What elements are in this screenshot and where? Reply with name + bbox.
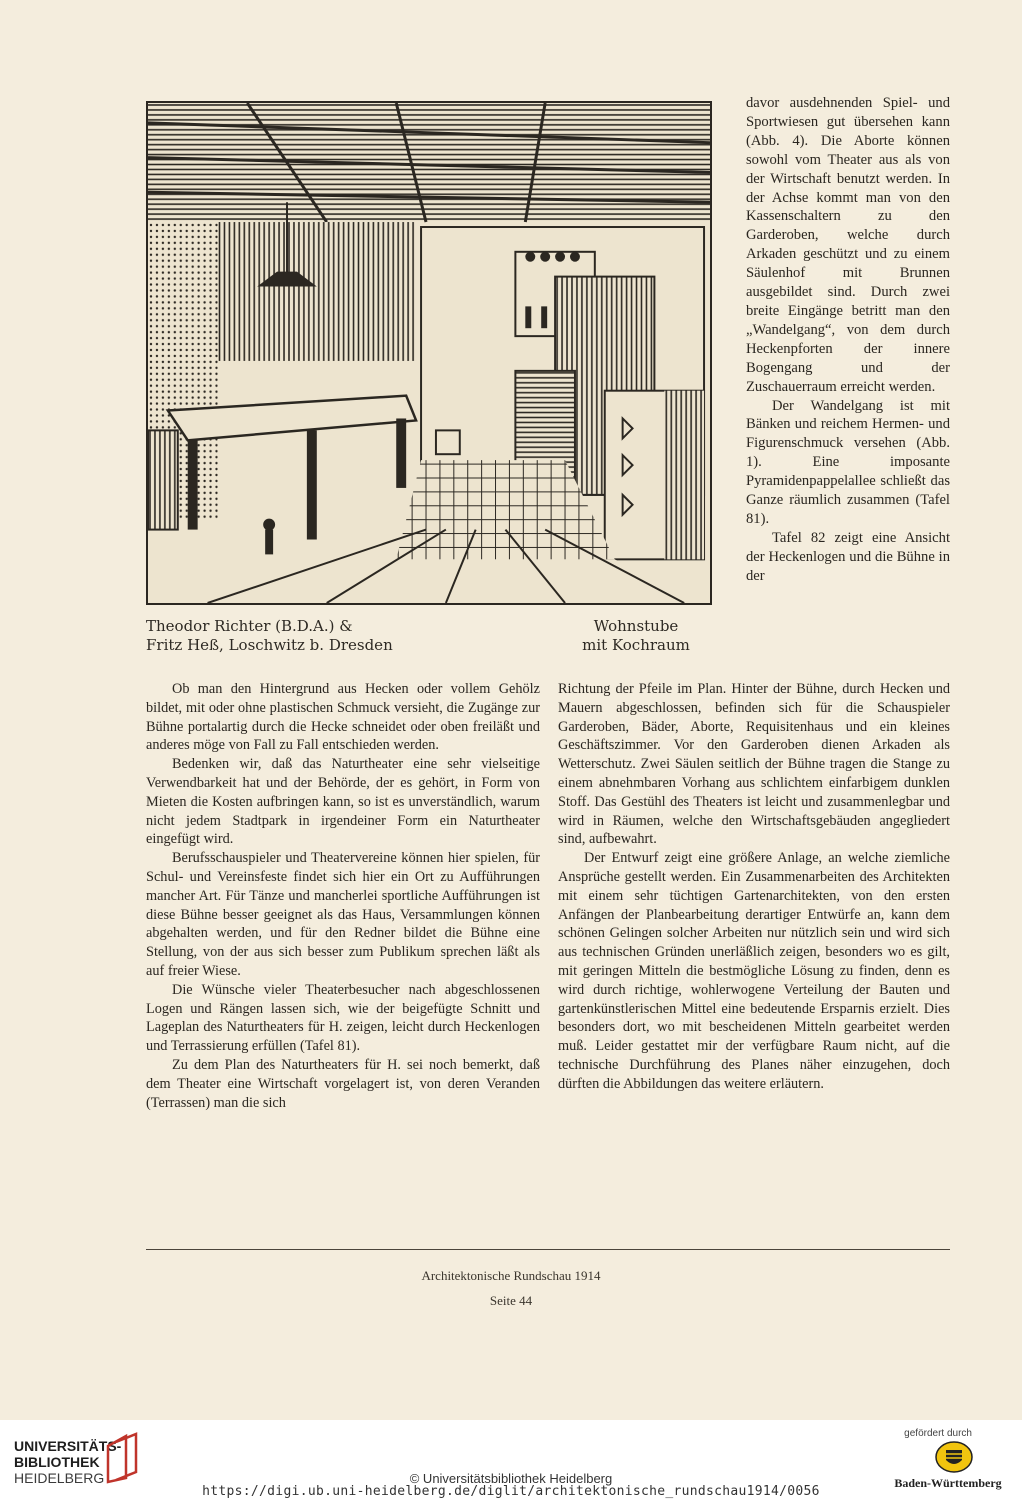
caption-line: Theodor Richter (B.D.A.) & bbox=[146, 617, 353, 635]
caption-line: Fritz Heß, Loschwitz b. Dresden bbox=[146, 636, 393, 654]
illustration-wohnstube bbox=[146, 101, 712, 605]
figure-caption-authors bbox=[146, 617, 446, 655]
footer-divider bbox=[146, 1249, 950, 1250]
coat-of-arms-icon bbox=[934, 1440, 974, 1474]
permalink-url[interactable]: https://digi.ub.uni-heidelberg.de/diglit/architektonische_rundschau1914/0056 bbox=[202, 1484, 820, 1499]
left-column-text bbox=[146, 680, 540, 1112]
paragraph: Berufsschauspieler und Theatervereine können hier spielen, für Schul- und Vereinsfeste findet sich hier ein Ort zu Aufführungen mancher Art. Für Tänze und mancherlei sportliche Aufführungen ist diese Bühne besser geeignet als das Haus, Versammlungen können abgehalten werden, und für den Redner bildet die Bühne eine Stellung, von der aus sich besser zum Publikum sprechen läßt als auf freier Wiese. bbox=[146, 850, 540, 979]
page-number: Seite 44 bbox=[489, 1293, 533, 1308]
side-column-text bbox=[746, 94, 950, 586]
paragraph: davor ausdehnenden Spiel- und Sportwiesen gut übersehen kann (Abb. 4). Die Aborte können sowohl vom Theater aus als von der Wirtschaft benutzt werden. In der Achse kommt man von den Kassenschaltern zu den Garderoben, welche durch Arkaden geschützt und zu einem Säulenhof mit Brunnen ausgebildet sind. Durch zwei breite Eingänge betritt man den „Wandelgang“, von dem durch Heckenpforten der innere Bogengang und der Zuschauerraum erreicht werden. bbox=[746, 95, 950, 395]
paragraph: Der Entwurf zeigt eine größere Anlage, an welche ziemliche Ansprüche gestellt werden. Ein Zusammenarbeiten des Architekten mit einem sehr tüchtigen Gartenarchitekten, von den ersten Anfängen der Planbearbeitung derartiger Entwürfe an, kann dem schönen Gelingen solcher Arbeiten nur nützlich sein und wird sich aus technischen Gründen unerläßlich zeigen, besonders wo es gilt, mit geringen Mitteln die bestmögliche Lösung zu finden, denn es wird durch richtige, wohlerwogene Verteilung der Bauten und gartenkünstlerischen Mittel eine bedeutende Ersparnis erzielt. Dies besonders dort, wo mit bescheidenen Mitteln gearbeitet werden muß. Leider gestattet mir der verfügbare Raum nicht, auf die technische Durchführung des Planes näher einzugehen, doch dürften die Abbildungen das weitere erläutern. bbox=[558, 850, 950, 1092]
library-name-line: BIBLIOTHEK bbox=[14, 1454, 100, 1470]
paragraph: Bedenken wir, daß das Naturtheater eine sehr vielseitige Verwendbarkeit hat und der Behörde, der es gehört, in Form von Mieten die Kosten aufbringen kann, so ist es unverständlich, warum nicht jedem Stadtpark in irgendeiner Form ein Naturtheater eingefügt wird. bbox=[146, 756, 540, 848]
copyright-notice: © Universitätsbibliothek Heidelberg bbox=[409, 1471, 613, 1486]
caption-line: mit Kochraum bbox=[582, 636, 690, 654]
paragraph: Die Wünsche vieler Theaterbesucher nach abgeschlossenen Logen und Rängen lassen sich, wie der beigefügte Schnitt und Lageplan des Naturtheaters für H. zeigen, leicht durch Heckenlogen und Terrassierung erfüllen (Tafel 81). bbox=[146, 981, 540, 1055]
paragraph: Richtung der Pfeile im Plan. Hinter der Bühne, durch Hecken und Mauern abgeschlossen, befinden sich für die Schauspieler Garderoben, Bäder, Aborte, Requisitenhaus und ein kleines Geschäftszimmer. Vor den Garderoben dienen Arkaden als Wetterschutz. Zwei Säulen seitlich der Bühne tragen die Stange zu einem abnehmbaren Vorhang aus schlichtem einfarbigem dunklen Stoff. Das Gestühl des Theaters ist leicht und zusammenlegbar und wird in Räumen, welche den Wirtschaftsgebäuden angegliedert sind, aufbewahrt. bbox=[558, 681, 950, 848]
paragraph: Zu dem Plan des Naturtheaters für H. sei noch bemerkt, daß dem Theater eine Wirtschaft vorgelagert ist, von deren Veranden (Terrassen) man die sich bbox=[146, 1056, 540, 1111]
paragraph: Ob man den Hintergrund aus Hecken oder vollem Gehölz bildet, mit oder ohne plastischen Schmuck versieht, die Zugänge zur Bühne portalartig durch die Hecke schneidet oder oben freiläßt und anderes möge von Fall zu Fall entschieden werden. bbox=[146, 681, 540, 754]
paragraph: Der Wandelgang ist mit Bänken und reichem Hermen- und Figurenschmuck versehen (Abb. 1). Eine imposante Pyramidenpappelallee schließt das Ganze räumlich zusammen (Tafel 81). bbox=[746, 397, 950, 527]
funder-name: Baden-Württemberg bbox=[894, 1476, 1002, 1490]
caption-line: Wohnstube bbox=[593, 617, 679, 635]
woodcut-interior-drawing bbox=[148, 103, 710, 603]
paragraph: Tafel 82 zeigt eine Ansicht der Heckenlogen und die Bühne in der bbox=[746, 529, 950, 584]
library-name-line: HEIDELBERG bbox=[14, 1470, 105, 1486]
funded-by-label: gefördert durch bbox=[904, 1428, 972, 1439]
journal-title: Architektonische Rundschau 1914 bbox=[421, 1268, 601, 1283]
right-column-text bbox=[558, 680, 950, 1094]
library-name-line: UNIVERSITÄTS- bbox=[14, 1438, 122, 1454]
figure-caption-title bbox=[560, 617, 712, 655]
